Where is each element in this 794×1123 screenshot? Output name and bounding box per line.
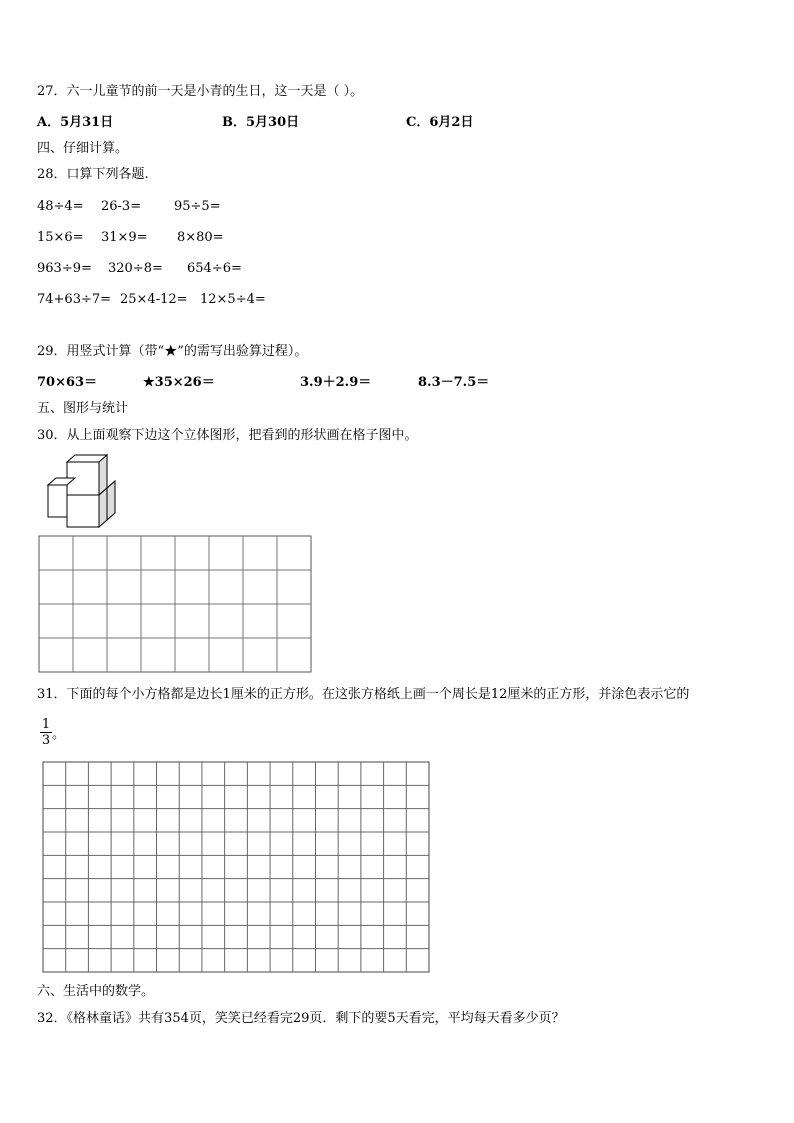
q30-text: 30．从上面观察下边这个立体图形，把看到的形状画在格子图中。	[37, 428, 418, 443]
q27-option-a: A．5月31日	[37, 115, 114, 130]
q32-text: 32．《格林童话》共有354页，笑笑已经看完29页．剩下的要5天看完，平均每天看多少页？	[37, 1011, 565, 1026]
cube-stack-figure	[40, 450, 130, 530]
q29-text: 29．用竖式计算（带“★”的需写出验算过程）。	[37, 344, 308, 359]
q27-option-b: B．5月30日	[222, 115, 300, 130]
q28-expr: 15×6=	[37, 230, 84, 245]
q29-item: 3.9＋2.9＝	[300, 375, 372, 390]
q27-text: 27．六一儿童节的前一天是小青的生日，这一天是（ ）。	[37, 84, 364, 99]
q27-option-c: C．6月2日	[406, 115, 474, 130]
q31-text: 31．下面的每个小方格都是边长1厘米的正方形。在这张方格纸上画一个周长是12厘米的正方形，并涂色表示它的	[37, 687, 690, 702]
q28-expr: 8×80=	[177, 230, 224, 245]
q28-expr: 26-3=	[101, 199, 142, 214]
q31-answer-grid[interactable]	[42, 761, 430, 973]
q30-answer-grid[interactable]	[38, 535, 312, 673]
section-6-heading: 六、生活中的数学。	[37, 984, 155, 999]
q28-expr: 48÷4=	[37, 199, 84, 214]
q28-expr: 74+63÷7=	[37, 292, 112, 307]
q28-expr: 654÷6=	[187, 261, 242, 276]
q28-expr: 95÷5=	[174, 199, 221, 214]
q29-item-star: ★35×26＝	[143, 375, 215, 390]
q31-period: 。	[52, 727, 66, 742]
q29-item: 70×63＝	[37, 375, 98, 390]
q29-item: 8.3－7.5＝	[418, 375, 490, 390]
section-5-heading: 五、图形与统计	[37, 401, 129, 416]
q28-expr: 25×4-12=	[120, 292, 188, 307]
q28-expr: 31×9=	[101, 230, 148, 245]
section-4-heading: 四、仔细计算。	[37, 141, 129, 156]
q31-fraction-numerator: 1	[41, 717, 51, 732]
q28-expr: 963÷9=	[37, 261, 92, 276]
q28-text: 28．口算下列各题.	[37, 167, 149, 182]
q28-expr: 12×5÷4=	[200, 292, 266, 307]
q31-fraction	[40, 717, 52, 748]
q28-expr: 320÷8=	[108, 261, 163, 276]
q31-fraction-denominator: 3	[41, 733, 51, 748]
